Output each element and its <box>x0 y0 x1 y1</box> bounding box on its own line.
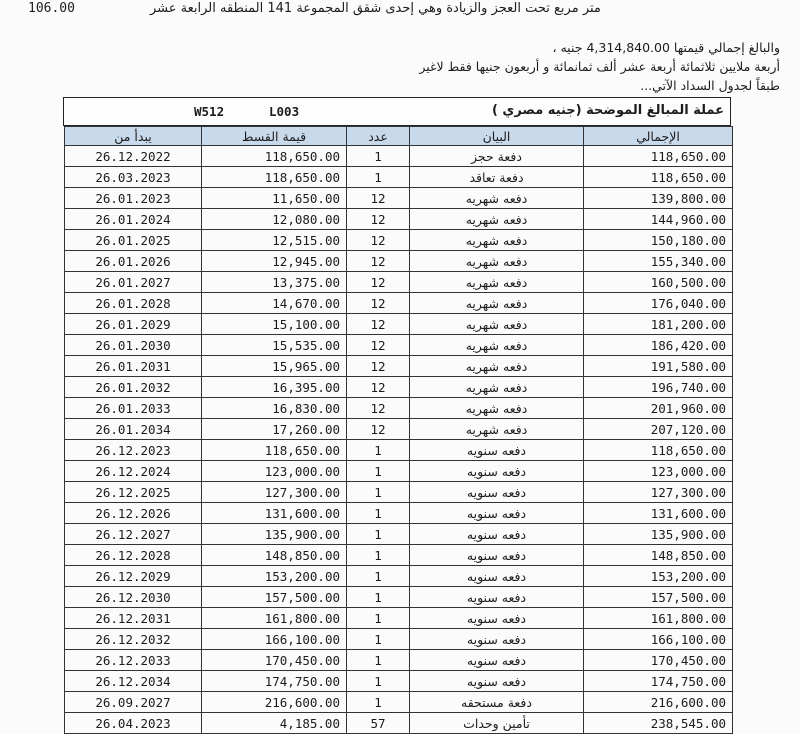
total-cell: 153,200.00 <box>584 566 733 587</box>
table-row <box>65 629 733 650</box>
description-cell: دفعه شهريه <box>410 314 584 335</box>
installment-cell: 118,650.00 <box>202 167 347 188</box>
total-cell: 144,960.00 <box>584 209 733 230</box>
col-count: عدد <box>347 127 410 146</box>
count-cell: 1 <box>347 146 410 167</box>
description-cell: دفعه شهريه <box>410 419 584 440</box>
total-cell: 207,120.00 <box>584 419 733 440</box>
total-cell: 118,650.00 <box>584 440 733 461</box>
description-cell: دفعه شهريه <box>410 272 584 293</box>
schedule-intro-line: طبقاً لجدول السداد الآتي... <box>640 78 780 93</box>
count-cell: 57 <box>347 713 410 734</box>
installment-cell: 174,750.00 <box>202 671 347 692</box>
total-cell: 176,040.00 <box>584 293 733 314</box>
count-cell: 1 <box>347 608 410 629</box>
table-row <box>65 692 733 713</box>
count-cell: 1 <box>347 167 410 188</box>
start-date-cell: 26.01.2028 <box>65 293 202 314</box>
description-cell: دفعه شهريه <box>410 251 584 272</box>
total-cell: 135,900.00 <box>584 524 733 545</box>
total-cell: 161,800.00 <box>584 608 733 629</box>
start-date-cell: 26.12.2034 <box>65 671 202 692</box>
description-cell: دفعه سنويه <box>410 482 584 503</box>
count-cell: 1 <box>347 461 410 482</box>
count-cell: 1 <box>347 524 410 545</box>
col-start-date: يبدأ من <box>65 127 202 146</box>
table-row <box>65 377 733 398</box>
description-cell: دفعه شهريه <box>410 230 584 251</box>
description-cell: دفعه سنويه <box>410 587 584 608</box>
total-cell: 150,180.00 <box>584 230 733 251</box>
description-cell: دفعه سنويه <box>410 608 584 629</box>
description-cell: دفعه شهريه <box>410 335 584 356</box>
description-cell: دفعه سنويه <box>410 461 584 482</box>
installment-cell: 13,375.00 <box>202 272 347 293</box>
table-caption-box <box>63 97 731 126</box>
total-cell: 181,200.00 <box>584 314 733 335</box>
start-date-cell: 26.12.2032 <box>65 629 202 650</box>
installment-cell: 161,800.00 <box>202 608 347 629</box>
table-row <box>65 566 733 587</box>
table-row <box>65 251 733 272</box>
total-cell: 201,960.00 <box>584 398 733 419</box>
start-date-cell: 26.04.2023 <box>65 713 202 734</box>
total-cell: 170,450.00 <box>584 650 733 671</box>
total-cell: 196,740.00 <box>584 377 733 398</box>
total-cell: 216,600.00 <box>584 692 733 713</box>
table-row <box>65 440 733 461</box>
count-cell: 12 <box>347 335 410 356</box>
count-cell: 1 <box>347 566 410 587</box>
table-row <box>65 482 733 503</box>
table-row <box>65 713 733 734</box>
table-row <box>65 230 733 251</box>
total-cell: 148,850.00 <box>584 545 733 566</box>
count-cell: 12 <box>347 419 410 440</box>
count-cell: 12 <box>347 230 410 251</box>
description-cell: دفعه سنويه <box>410 629 584 650</box>
table-row <box>65 272 733 293</box>
table-row <box>65 335 733 356</box>
start-date-cell: 26.01.2027 <box>65 272 202 293</box>
table-row <box>65 209 733 230</box>
start-date-cell: 26.12.2033 <box>65 650 202 671</box>
table-row <box>65 608 733 629</box>
count-cell: 12 <box>347 209 410 230</box>
installment-cell: 157,500.00 <box>202 587 347 608</box>
description-cell: دفعه سنويه <box>410 545 584 566</box>
installment-cell: 16,830.00 <box>202 398 347 419</box>
count-cell: 1 <box>347 440 410 461</box>
payment-schedule-table <box>64 126 733 734</box>
start-date-cell: 26.03.2023 <box>65 167 202 188</box>
installment-cell: 14,670.00 <box>202 293 347 314</box>
description-cell: دفعة حجز <box>410 146 584 167</box>
start-date-cell: 26.01.2024 <box>65 209 202 230</box>
total-cell: 155,340.00 <box>584 251 733 272</box>
installment-cell: 12,515.00 <box>202 230 347 251</box>
total-cell: 186,420.00 <box>584 335 733 356</box>
total-cell: 174,750.00 <box>584 671 733 692</box>
count-cell: 12 <box>347 314 410 335</box>
start-date-cell: 26.12.2027 <box>65 524 202 545</box>
start-date-cell: 26.12.2026 <box>65 503 202 524</box>
start-date-cell: 26.01.2033 <box>65 398 202 419</box>
table-row <box>65 587 733 608</box>
description-cell: دفعه سنويه <box>410 650 584 671</box>
table-row <box>65 524 733 545</box>
installment-cell: 12,080.00 <box>202 209 347 230</box>
installment-cell: 17,260.00 <box>202 419 347 440</box>
count-cell: 1 <box>347 650 410 671</box>
installment-cell: 135,900.00 <box>202 524 347 545</box>
start-date-cell: 26.01.2026 <box>65 251 202 272</box>
total-in-words-line: أربعة ملايين ثلاثمائة أربعة عشر ألف ثمانمائة و أربعون جنيها فقط لاغير <box>419 59 780 74</box>
description-cell: دفعه سنويه <box>410 671 584 692</box>
col-description: البيان <box>410 127 584 146</box>
start-date-cell: 26.12.2030 <box>65 587 202 608</box>
installment-cell: 123,000.00 <box>202 461 347 482</box>
start-date-cell: 26.12.2023 <box>65 440 202 461</box>
total-cell: 160,500.00 <box>584 272 733 293</box>
description-cell: دفعه شهريه <box>410 209 584 230</box>
top-line-text: متر مربع تحت العجز والزيادة وهي إحدى شقق المجموعة 141 المنطقه الرابعة عشر <box>150 1 601 16</box>
table-row <box>65 650 733 671</box>
count-cell: 1 <box>347 545 410 566</box>
table-row <box>65 188 733 209</box>
table-row <box>65 293 733 314</box>
start-date-cell: 26.01.2034 <box>65 419 202 440</box>
top-line <box>28 1 601 16</box>
description-cell: دفعة مستحقه <box>410 692 584 713</box>
area-value: 106.00 <box>28 1 75 16</box>
description-cell: دفعه سنويه <box>410 503 584 524</box>
table-row <box>65 503 733 524</box>
total-cell: 118,650.00 <box>584 167 733 188</box>
total-cell: 139,800.00 <box>584 188 733 209</box>
installment-cell: 131,600.00 <box>202 503 347 524</box>
installment-cell: 15,100.00 <box>202 314 347 335</box>
installment-cell: 153,200.00 <box>202 566 347 587</box>
description-cell: دفعه شهريه <box>410 377 584 398</box>
start-date-cell: 26.01.2030 <box>65 335 202 356</box>
description-cell: دفعه شهريه <box>410 293 584 314</box>
total-cell: 238,545.00 <box>584 713 733 734</box>
start-date-cell: 26.09.2027 <box>65 692 202 713</box>
unit-subcode: L003 <box>269 104 300 119</box>
count-cell: 12 <box>347 272 410 293</box>
count-cell: 1 <box>347 482 410 503</box>
count-cell: 1 <box>347 692 410 713</box>
description-cell: دفعه شهريه <box>410 356 584 377</box>
description-cell: دفعه شهريه <box>410 188 584 209</box>
unit-code: W512 <box>194 104 225 119</box>
description-cell: دفعة تعاقد <box>410 167 584 188</box>
total-cell: 191,580.00 <box>584 356 733 377</box>
total-cell: 157,500.00 <box>584 587 733 608</box>
description-cell: تأمين وحدات <box>410 713 584 734</box>
description-cell: دفعه شهريه <box>410 398 584 419</box>
installment-cell: 11,650.00 <box>202 188 347 209</box>
start-date-cell: 26.12.2028 <box>65 545 202 566</box>
total-cell: 123,000.00 <box>584 461 733 482</box>
installment-cell: 118,650.00 <box>202 146 347 167</box>
start-date-cell: 26.01.2023 <box>65 188 202 209</box>
start-date-cell: 26.12.2029 <box>65 566 202 587</box>
installment-cell: 118,650.00 <box>202 440 347 461</box>
start-date-cell: 26.01.2031 <box>65 356 202 377</box>
start-date-cell: 26.12.2022 <box>65 146 202 167</box>
count-cell: 12 <box>347 251 410 272</box>
count-cell: 12 <box>347 377 410 398</box>
installment-cell: 16,395.00 <box>202 377 347 398</box>
table-row <box>65 167 733 188</box>
table-row <box>65 146 733 167</box>
installment-cell: 12,945.00 <box>202 251 347 272</box>
table-row <box>65 671 733 692</box>
start-date-cell: 26.12.2024 <box>65 461 202 482</box>
start-date-cell: 26.01.2025 <box>65 230 202 251</box>
table-row <box>65 545 733 566</box>
count-cell: 12 <box>347 188 410 209</box>
table-row <box>65 356 733 377</box>
description-cell: دفعه سنويه <box>410 440 584 461</box>
table-row <box>65 461 733 482</box>
col-total: الإجمالي <box>584 127 733 146</box>
total-cell: 127,300.00 <box>584 482 733 503</box>
start-date-cell: 26.01.2029 <box>65 314 202 335</box>
table-row <box>65 398 733 419</box>
count-cell: 12 <box>347 293 410 314</box>
table-header-row <box>65 127 733 146</box>
installment-cell: 4,185.00 <box>202 713 347 734</box>
total-cell: 166,100.00 <box>584 629 733 650</box>
count-cell: 12 <box>347 356 410 377</box>
installment-cell: 127,300.00 <box>202 482 347 503</box>
installment-cell: 15,965.00 <box>202 356 347 377</box>
total-value-line: والبالغ إجمالي قيمتها 4,314,840.00 جنيه ، <box>552 40 780 55</box>
installment-cell: 216,600.00 <box>202 692 347 713</box>
currency-note: عملة المبالغ الموضحة (جنيه مصري ) <box>491 103 724 118</box>
installment-cell: 170,450.00 <box>202 650 347 671</box>
table-row <box>65 419 733 440</box>
col-installment: قيمة القسط <box>202 127 347 146</box>
start-date-cell: 26.12.2031 <box>65 608 202 629</box>
installment-cell: 148,850.00 <box>202 545 347 566</box>
total-cell: 131,600.00 <box>584 503 733 524</box>
start-date-cell: 26.12.2025 <box>65 482 202 503</box>
start-date-cell: 26.01.2032 <box>65 377 202 398</box>
count-cell: 1 <box>347 503 410 524</box>
count-cell: 12 <box>347 398 410 419</box>
table-row <box>65 314 733 335</box>
installment-cell: 166,100.00 <box>202 629 347 650</box>
description-cell: دفعه سنويه <box>410 566 584 587</box>
count-cell: 1 <box>347 629 410 650</box>
installment-cell: 15,535.00 <box>202 335 347 356</box>
description-cell: دفعه سنويه <box>410 524 584 545</box>
count-cell: 1 <box>347 671 410 692</box>
count-cell: 1 <box>347 587 410 608</box>
total-cell: 118,650.00 <box>584 146 733 167</box>
